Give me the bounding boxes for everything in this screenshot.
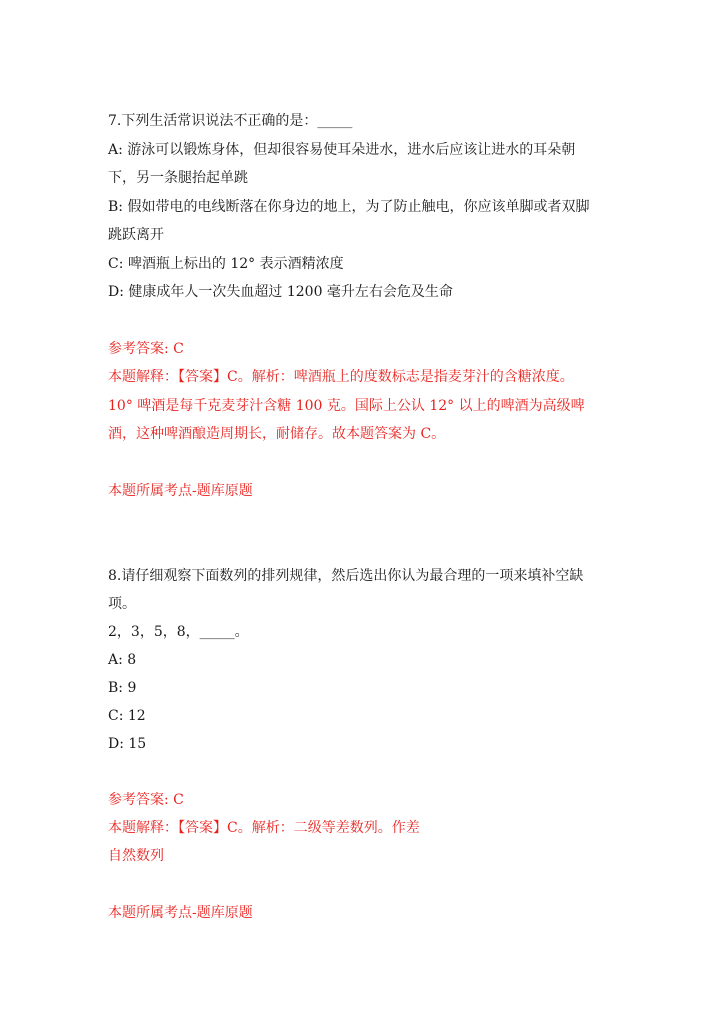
question-stem-continued: 项。	[108, 596, 136, 612]
explanation-line-2: 自然数列	[108, 848, 164, 864]
source-note: 本题所属考点-题库原题	[108, 483, 253, 499]
explanation-line-1: 本题解释：【答案】C。解析：啤酒瓶上的度数标志是指麦芽汁的含糖浓度。	[108, 369, 574, 385]
explanation-line-2: 10° 啤酒是每千克麦芽汁含糖 100 克。国际上公认 12° 以上的啤酒为高级啤	[108, 398, 585, 414]
option-c: C: 啤酒瓶上标出的 12° 表示酒精浓度	[108, 256, 344, 272]
option-c: C: 12	[108, 708, 146, 724]
option-d: D: 健康成年人一次失血超过 1200 毫升左右会危及生命	[108, 284, 453, 300]
option-a: A: 8	[108, 652, 137, 668]
option-b-continued: 跳跃离开	[108, 227, 164, 243]
option-a-continued: 下，另一条腿抬起单跳	[108, 170, 248, 186]
explanation-line-3: 酒，这种啤酒酿造周期长，耐储存。故本题答案为 C。	[108, 426, 446, 442]
option-b: B: 9	[108, 680, 137, 696]
answer: 参考答案: C	[108, 792, 184, 808]
question-stem: 8.请仔细观察下面数列的排列规律，然后选出你认为最合理的一项来填补空缺	[108, 568, 584, 584]
option-d: D: 15	[108, 736, 147, 752]
number-sequence: 2，3，5，8，_____。	[108, 624, 249, 640]
answer: 参考答案: C	[108, 341, 184, 357]
question-stem: 7.下列生活常识说法不正确的是：_____	[108, 113, 353, 129]
source-note: 本题所属考点-题库原题	[108, 905, 253, 921]
option-b: B: 假如带电的电线断落在你身边的地上，为了防止触电，你应该单脚或者双脚	[108, 199, 590, 215]
option-a: A: 游泳可以锻炼身体，但却很容易使耳朵进水，进水后应该让进水的耳朵朝	[108, 142, 576, 158]
explanation-line-1: 本题解释：【答案】C。解析：二级等差数列。作差	[108, 820, 420, 836]
